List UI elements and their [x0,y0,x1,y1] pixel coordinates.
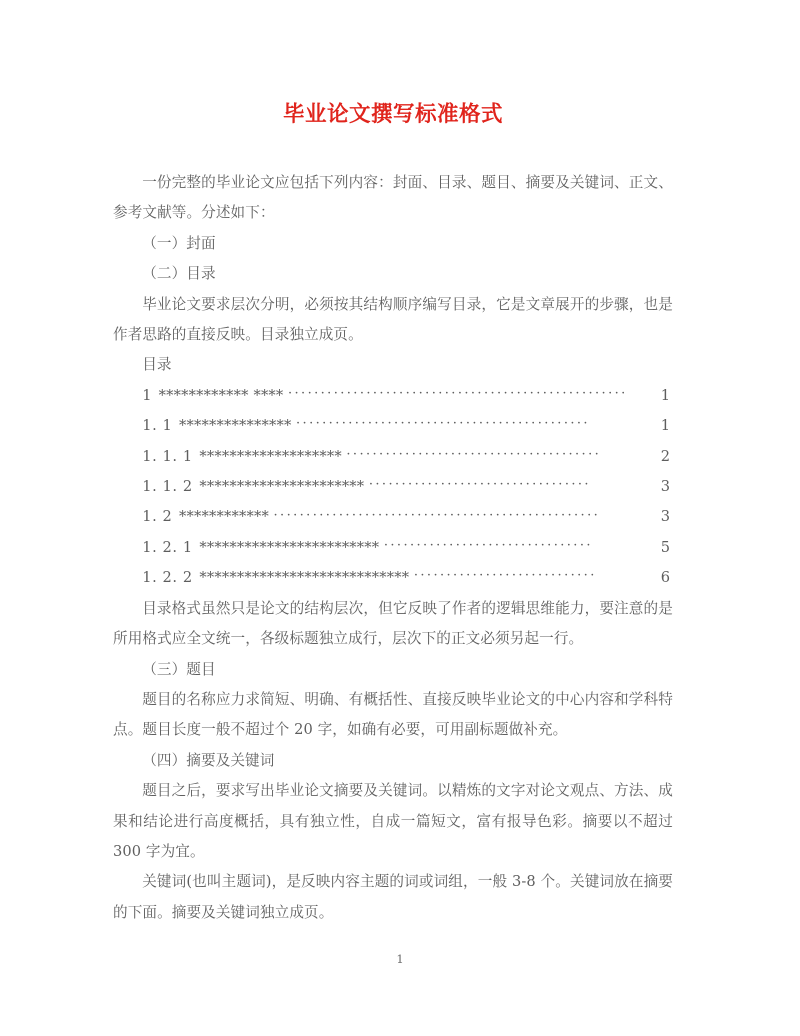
toc-entry[interactable] [113,381,673,411]
toc-entry-leader: ·································· [368,478,591,492]
toc-entry-page-number: 3 [660,478,671,496]
toc-entry-number: 1. 2 [142,508,173,526]
paragraph-section-four-body: 题目之后，要求写出毕业论文摘要及关键词。以精炼的文字对论文观点、方法、成果和结论进行高度概括，具有独立性，自成一篇短文，富有报导色彩。摘要以不超过 300 字为宜。 [113,782,673,860]
toc-entry-page-number: 1 [660,386,671,404]
toc-entry-leader: ···························· [413,569,597,583]
heading-section-one: （一）封面 [142,234,216,252]
toc-entry-leader: ···················································· [287,386,628,400]
toc-entry-page-number: 3 [660,508,671,526]
toc-entry-leader: ·················································· [273,508,601,522]
toc-entry-leader: ············································· [296,417,590,431]
toc-entry-page-number: 2 [660,447,671,465]
toc-entry-number: 1. 1 [142,417,173,435]
toc-entry-number: 1 [142,386,153,404]
toc-entry-page-number: 5 [660,538,671,556]
toc-entry-title: ************ **** [158,386,284,404]
toc-label: 目录 [142,356,172,374]
page-title: 毕业论文撰写标准格式 [282,102,503,127]
toc-entry[interactable] [113,563,673,593]
toc-entry[interactable] [113,472,673,502]
toc-entry[interactable] [113,411,673,441]
toc-entry[interactable] [113,533,673,563]
footer-page-number: 1 [396,952,404,966]
toc-entry[interactable] [113,502,673,532]
paragraph-toc-note: 目录格式虽然只是论文的结构层次，但它反映了作者的逻辑思维能力，要注意的是所用格式应全文统一，各级标题独立成行，层次下的正文必须另起一行。 [113,599,673,648]
heading-section-three: （三）题目 [142,660,216,678]
toc-entry-leader: ································ [383,539,593,553]
toc-entry-page-number: 6 [660,569,671,587]
paragraph-section-four-body-two: 关键词(也叫主题词)，是反映内容主题的词或词组，一般 3-8 个。关键词放在摘要的下面。摘要及关键词独立成页。 [113,873,673,921]
toc-entry[interactable] [113,442,673,472]
toc-entry-number: 1. 2. 1 [142,538,193,556]
toc-entry-title: *************** [179,417,292,435]
toc-entry-title: ******************* [199,447,342,465]
toc-entry-number: 1. 2. 2 [142,569,193,587]
paragraph-section-two-body: 毕业论文要求层次分明，必须按其结构顺序编写目录，它是文章展开的步骤，也是作者思路的直接反映。目录独立成页。 [113,295,673,344]
heading-section-two: （二）目录 [142,265,216,283]
paragraph-section-three-body: 题目的名称应力求简短、明确、有概括性、直接反映毕业论文的中心内容和学科特点。题目长度一般不超过个 20 字，如确有必要，可用副标题做补充。 [113,690,673,739]
toc-entry-number: 1. 1. 2 [142,478,193,496]
toc-entry-number: 1. 1. 1 [142,447,193,465]
toc-entry-page-number: 1 [660,417,671,435]
toc-entry-title: ********************** [199,478,365,496]
document-body [113,168,673,928]
toc-entry-title: ************ [179,508,269,526]
table-of-contents [113,381,673,594]
toc-entry-leader: ······································· [346,447,602,461]
toc-entry-title: **************************** [199,569,410,587]
paragraph-intro: 一份完整的毕业论文应包括下列内容：封面、目录、题目、摘要及关键词、正文、参考文献等。分述如下： [113,174,673,222]
toc-entry-title: ************************ [199,538,380,556]
heading-section-four: （四）摘要及关键词 [142,751,275,769]
